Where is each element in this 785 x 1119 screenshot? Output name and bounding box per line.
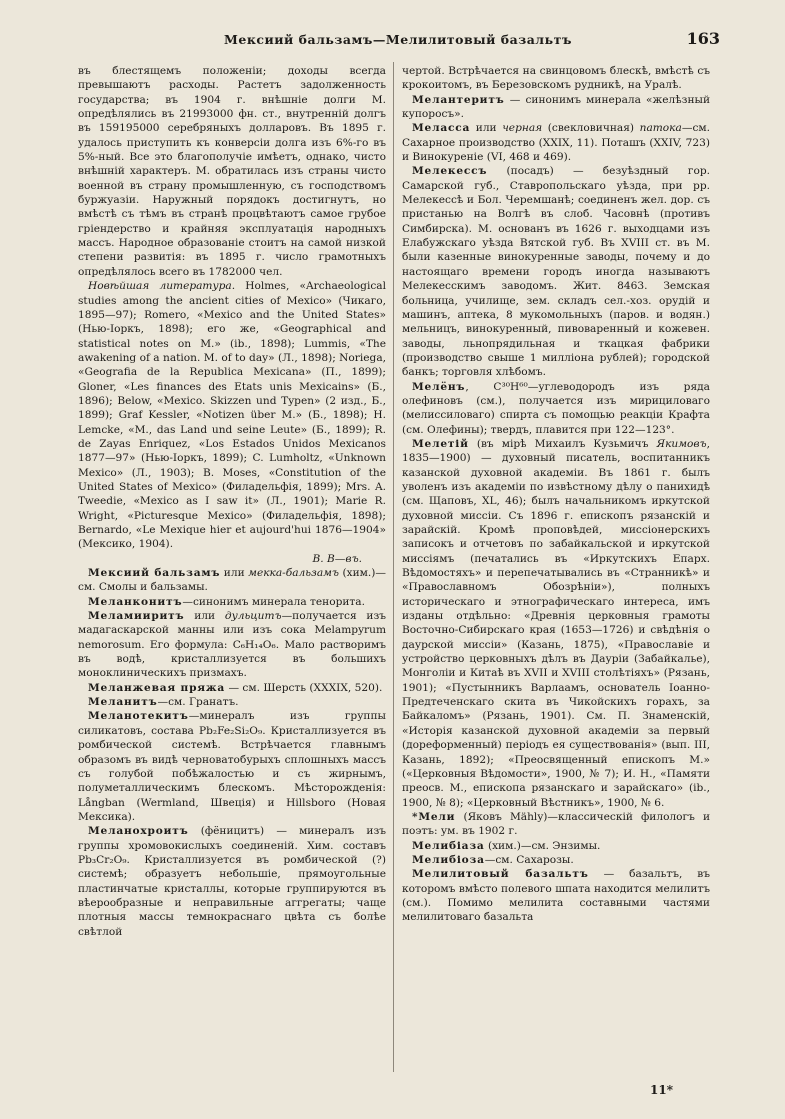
entry-melange-yarn	[78, 681, 386, 695]
variant-term: Якимовъ	[656, 437, 707, 450]
entry-text: (Яковъ Mähly)—классическій филологъ и поэтъ: ум. въ 1902 г.	[402, 810, 710, 838]
entry-melanotekite	[78, 709, 386, 824]
headword: Меласса	[412, 122, 471, 135]
entry-melanterite	[402, 93, 710, 122]
entry-melibiose	[402, 853, 710, 867]
running-title: Мексиий бальзамъ—Мелилитовый базальтъ	[224, 32, 572, 47]
entry-text: — см. Шерсть (XXXIX, 520).	[228, 681, 383, 694]
headword: Мелетій	[412, 437, 469, 450]
headword: Мелекессъ	[412, 165, 488, 178]
entry-text: (хим.)—см. Энзимы.	[487, 839, 601, 852]
entry-melilite-basalt	[402, 867, 710, 924]
entry-text: C³⁰H⁶⁰—углеводородъ изъ ряда олефиновъ (см.), получается изъ мирициловаго (мелиссиловаго) спирта съ помощью реакціи Крафта (см. Олефины); твердъ, плавится при 122—123°.	[402, 380, 710, 436]
page-number: 163	[686, 29, 720, 48]
entry-text: (хим.)—см. Смолы и бальзамы.	[78, 567, 386, 594]
entry-text: (свекловичная)	[547, 122, 635, 135]
headword: Мелёнъ	[412, 380, 466, 393]
entry-text: (посадъ) — безуѣздный гор. Самарской губ., Ставропольскаго уѣзда, при рр. Мелекессѣ и Бол. Черемшанѣ; соединенъ жел. дор. съ пристанью на Волгѣ въ слоб. Часовнѣ (противъ Симбирска). М. основанъ въ 1626 г. выходцами изъ Елабужскаго уѣзда Вятской губ. Въ XVIII ст. въ М. были казенные винокуренные заводы, почему и до настоящаго времени городъ иногда называютъ Мелекесскимъ заводомъ. Жит. 8463. Земская больница, училище, зем. складъ сел.-хоз. орудій и машинъ, аптека, 8 мукомольныхъ (паров. и водян.) мельницъ, винокуренный, пивоваренный и кожевен. заводы, льнопрядильная и ткацкая фабрики (производство свыше 1 милліона рублей); городской банкъ; торговля хлѣбомъ.	[402, 165, 710, 379]
entry-melanite	[78, 695, 386, 709]
literature-label: Новѣйшая литература.	[88, 280, 236, 293]
literature-paragraph	[78, 279, 386, 566]
left-column	[78, 64, 386, 1064]
variant-term: мекка-бальзамъ	[248, 567, 339, 580]
entry-text: , 1835—1900) — духовный писатель, воспитанникъ казанской духовной академіи. Въ 1861 г. былъ уволенъ изъ академіи по извѣстному дѣлу о панихидѣ (см. Щаповъ, XL, 46); былъ начальникомъ иркутской духовной миссіи. Съ 1896 г. епископъ рязанскій и зарайскій. Кромѣ проповѣдей, миссіонерскихъ записокъ и отчетовъ по забайкальской и иркутской миссіямъ (печатались въ «Иркутскихъ Епарх. Вѣдомостяхъ» и перепечатывались въ «Странникѣ» и «Православномъ Обозрѣніи»), полныхъ историческаго и этнографическаго интереса, имъ изданы отдѣльно: «Древнія церковныя грамоты Восточно-Сибирскаго края (1653—1726) и свѣдѣнія о даурской миссіи» (Казань, 1875), «Православіе и устройство церковныхъ дѣлъ въ Дауріи (Забайкалье), Монголіи и Китаѣ въ XVII и XVIII столѣтіяхъ» (Рязань, 1901); «Пустынникъ Варлаамъ, основатель Іоанно-Предтеченскаго скита въ Чикойскихъ горахъ, за Байкаломъ» (Рязань, 1901). См. П. Знаменскій, «Исторія казанской духовной академіи за первый (дореформенный) періодъ ея существованія» (вып. III, Казань, 1892); «Преосвященный епископъ М.» («Церковныя Вѣдомости», 1900, № 7); И. Н., «Памяти преосв. М., епископа рязанскаго и зарайскаго» (ib., 1900, № 8); «Церковный Вѣстникъ», 1900, № 6.	[402, 437, 710, 809]
literature-text: Holmes, «Archaeological studies among the ancient cities of Mexico» (Чикаго, 1895—97); Romero, «Mexico and the United States» (Нью-Іоркъ, 1898); его же, «Geographical and statistical notes on M.» (ib., 1898); Lummis, «The awakening of a nation. M. of to day» (Л., 1898); Noriega, «Geografia de la Republica Mexicana» (П., 1899); Glоner, «Les finances des Etats unis Mexicains» (Б., 1896); Below, «Mexico. Skizzen und Typen» (2 изд., Б., 1899); Graf Kessler, «Notizen über M.» (Б., 1898); H. Lemcke, «M., das Land und seine Leute» (Б., 1899); R. de Zayas Enriquez, «Los Estados Unidos Mexicanos 1877—97» (Нью-Іоркъ, 1899); C. Lumholtz, «Unknown Mexico» (Л., 1903); B. Moses, «Constitution of the United States of Mexico» (Филадельфія, 1899); Mrs. A. Tweedie, «Mexico as I saw it» (Л., 1901); Marie R. Wright, «Picturesque Mexico» (Филадельфія, 1898); Bernardo, «Le Mexique hier et aujourd'hui 1876—1904» (Мексико, 1904).	[78, 280, 386, 551]
variant-term: дульцитъ	[224, 610, 282, 623]
headword: Мексиий бальзамъ	[88, 567, 221, 580]
entry-text: —см. Гранатъ.	[157, 696, 239, 709]
entry-melen: Мелёнъ, C³⁰H⁶⁰—углеводородъ изъ ряда олефиновъ (см.), получается изъ мирициловаго (мелиссиловаго) спирта съ помощью реакціи Крафта (см. Олефины); твердъ, плавится при 122—123°.	[402, 380, 710, 436]
variant-term: патока	[639, 122, 682, 135]
signature-mark: 11*	[650, 1083, 673, 1097]
page-header	[78, 29, 720, 54]
entry-text: или	[475, 122, 497, 135]
entry-melanconite	[78, 595, 386, 609]
entry-text: (фёницитъ) — минералъ изъ группы хромовокислыхъ соединеній. Хим. составъ Pb₃Cr₂O₉. Кристаллизуется въ ромбической (?) системѣ; образуетъ небольшіе, прямоугольные пластинчатые кристаллы, которые группируются въ вѣерообразные и неправильные аггрегаты; чаще плотныя массы темнокраснаго цвѣта съ болѣе свѣтлой	[78, 825, 386, 938]
entry-text: —см. Сахарозы.	[484, 853, 574, 866]
column-divider	[393, 62, 394, 1072]
headword: Меланотекитъ	[88, 710, 189, 723]
headword: Мелибіоза	[412, 853, 485, 866]
entry-text: —синонимъ минерала тенорита.	[182, 595, 365, 608]
entry-text: —см. Сахарное производство (XXIX, 11). Поташъ (XXIV, 723) и Винокуреніе (VI, 468 и 469).	[402, 122, 710, 164]
entry-text: (въ мірѣ Михаилъ Кузьмичъ	[476, 437, 649, 450]
headword: *Мели	[412, 810, 456, 823]
mexico-article-end: въ блестящемъ положеніи; доходы всегда превышаютъ расходы. Растетъ задолженность государства; въ 1904 г. внѣшніе долги М. опредѣлялись въ 21993000 фн. ст., внутренній долгъ въ 159195000 серебряныхъ долларовъ. Въ 1895 г. удалось приступить къ конверсіи долга изъ 6%-го въ 5%-ный. Все это благополучіе имѣетъ, однако, чисто внѣшній характеръ. М. обратилась изъ страны чисто военной въ страну промышленную, съ господствомъ буржуазіи. Наружный порядокъ достигнутъ, но вмѣстѣ съ тѣмъ въ странѣ процвѣтаютъ самое грубое гріендерство и крайняя эксплуатація народныхъ массъ. Народное образованіе стоитъ на самой низкой степени развитія: въ 1895 г. число грамотныхъ опредѣлялось всего въ 1782000 чел.	[78, 65, 386, 278]
entry-melibiase	[402, 839, 710, 853]
entry-text: —минералъ изъ группы силикатовъ, состава Pb₂Fe₂Si₂O₉. Кристаллизуется въ ромбической системѣ. Встрѣчается главнымъ образомъ въ видѣ черноватобурыхъ сплошныхъ массъ съ голубой побѣжалостью и съ жирнымъ, полуметаллическимъ блескомъ. Мѣсторожденія: Långban (Wermland, Швеція) и Hillsboro (Новая Мексика).	[78, 710, 386, 823]
headword: Меланжевая пряжа	[88, 681, 226, 694]
headword: Мелантеритъ	[412, 93, 505, 106]
entry-text: или	[223, 567, 245, 580]
entry-molasses	[402, 121, 710, 164]
entry-meletiy	[402, 437, 710, 810]
entry-text: — синонимъ минерала «желѣзный купоросъ».	[402, 93, 710, 121]
author-signature: В. В—въ.	[312, 552, 362, 565]
entry-mexican-balsam	[78, 566, 386, 595]
melanochroite-continuation: чертой. Встрѣчается на свинцовомъ блескѣ, вмѣстѣ съ крокоитомъ, въ Березовскомъ рудникѣ, на Уралѣ.	[402, 65, 710, 92]
entry-text: — базальтъ, въ которомъ вмѣсто полевого шпата находится мелилитъ (см.). Помимо мелилита составными частями мелилитоваго базальта	[402, 868, 710, 924]
headword: Мелилитовый базальтъ	[412, 868, 589, 881]
entry-melekess	[402, 164, 710, 379]
headword: Меланохроитъ	[88, 825, 189, 838]
headword: Меламииритъ	[88, 610, 185, 623]
headword: Меланконитъ	[88, 595, 183, 608]
variant-term: черная	[502, 122, 543, 135]
entry-melampyrite	[78, 609, 386, 681]
entry-melanochroite	[78, 824, 386, 939]
headword: Мелибіаза	[412, 839, 485, 852]
entry-meli	[402, 810, 710, 839]
entry-text: —получается изъ мадагаскарской манны или изъ сока Melampyrum nemorosum. Его формула: C₆H₁₄O₆. Мало растворимъ въ водѣ, кристаллизуется въ большихъ моноклиническихъ призмахъ.	[78, 610, 386, 680]
entry-text: или	[194, 610, 216, 623]
headword: Меланитъ	[88, 696, 158, 709]
right-column	[402, 64, 710, 1064]
